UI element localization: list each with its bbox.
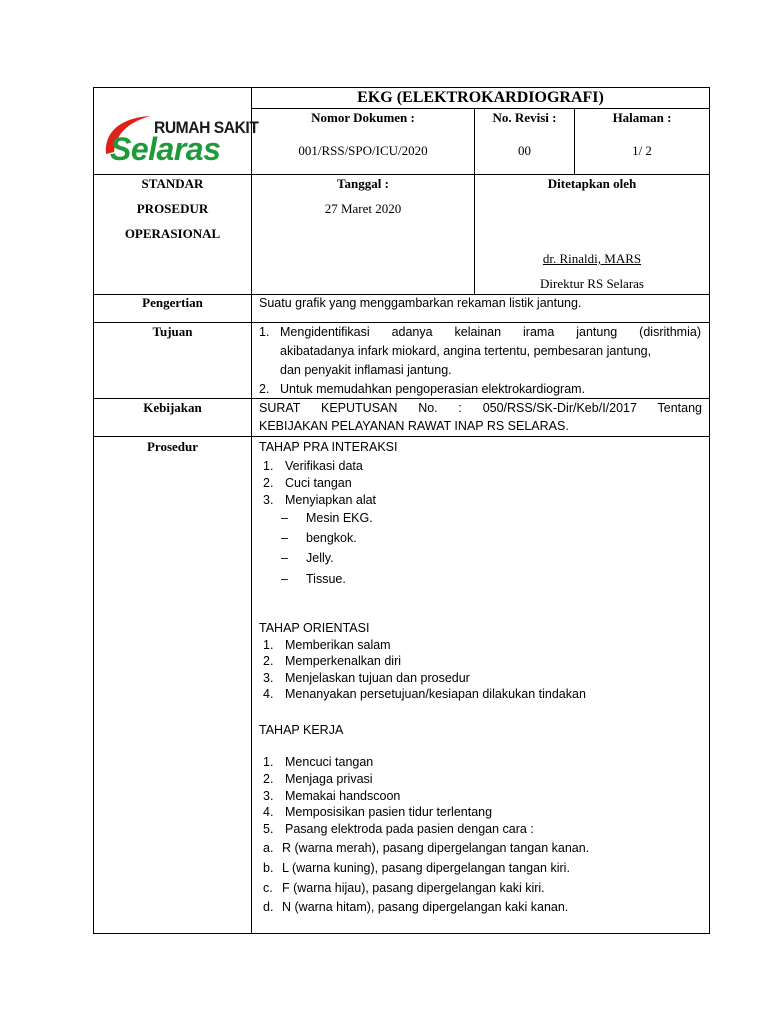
list-item: Menyiapkan alat — [285, 493, 377, 507]
list-item: Mencuci tangan — [285, 755, 374, 769]
tujuan-label: Tujuan — [152, 324, 193, 339]
tujuan-item-1-line-1: Mengidentifikasi adanya kelainan irama jantung (disrithmia) — [280, 325, 701, 339]
prosedur-label: Prosedur — [146, 439, 199, 454]
title-row-divider — [251, 108, 709, 109]
list-item-number: 4. — [263, 687, 274, 701]
list-item: L (warna kuning), pasang dipergelangan tangan kiri. — [282, 861, 570, 875]
revisi-label: No. Revisi : — [492, 110, 557, 125]
row-divider-kebijakan — [93, 398, 710, 399]
kebijakan-line-2: KEBIJAKAN PELAYANAN RAWAT INAP RS SELARAS. — [259, 419, 569, 433]
logo-text-line1: RUMAH SAKIT — [154, 118, 259, 137]
row-divider-tujuan — [93, 322, 710, 323]
table-border-bottom — [93, 933, 710, 934]
list-item: Memberikan salam — [285, 638, 391, 652]
list-item: Menanyakan persetujuan/kesiapan dilakukan tindakan — [285, 687, 586, 701]
tujuan-item-1-number: 1. — [259, 325, 270, 339]
document-title: EKG (ELEKTROKARDIOGRAFI) — [357, 89, 604, 106]
list-item: R (warna merah), pasang dipergelangan tangan kanan. — [282, 841, 590, 855]
list-item: Memposisikan pasien tidur terlentang — [285, 805, 493, 819]
kebijakan-line-1: SURAT KEPUTUSAN No. : 050/RSS/SK-Dir/Keb/I/2017 Tentang — [259, 401, 702, 415]
tanggal-value: 27 Maret 2020 — [324, 201, 402, 216]
nomor-value: 001/RSS/SPO/ICU/2020 — [298, 143, 428, 158]
list-item-letter: b. — [263, 861, 274, 875]
list-item-letter: d. — [263, 900, 274, 914]
row-divider-prosedur — [93, 436, 710, 437]
list-item-number: 4. — [263, 805, 274, 819]
row-divider-header — [93, 174, 710, 175]
list-item: Verifikasi data — [285, 459, 363, 473]
signer-title: Direktur RS Selaras — [540, 276, 644, 291]
orientasi-title: TAHAP ORIENTASI — [259, 621, 370, 635]
list-item-number: 2. — [263, 476, 274, 490]
revisi-value: 00 — [518, 143, 531, 158]
tujuan-item-2-number: 2. — [259, 382, 270, 396]
tujuan-item-2-text: Untuk memudahkan pengoperasian elektrokardiogram. — [280, 382, 586, 396]
halaman-label: Halaman : — [612, 110, 672, 125]
table-border-right — [709, 87, 710, 934]
list-item: N (warna hitam), pasang dipergelangan kaki kanan. — [282, 900, 569, 914]
kerja-title: TAHAP KERJA — [259, 723, 344, 737]
list-item: bengkok. — [306, 531, 357, 545]
kebijakan-label: Kebijakan — [143, 400, 202, 415]
list-item-letter: c. — [263, 881, 273, 895]
pengertian-text: Suatu grafik yang menggambarkan rekaman listik jantung. — [259, 296, 582, 310]
list-item-number: 1. — [263, 755, 274, 769]
list-item: Memperkenalkan diri — [285, 654, 402, 668]
list-item: Menjaga privasi — [285, 772, 373, 786]
logo-text-line2: Selaras — [110, 131, 221, 167]
spo-line-1: STANDAR — [141, 176, 204, 191]
dash-bullet: – — [281, 572, 288, 586]
list-item: Cuci tangan — [285, 476, 352, 490]
list-item: Mesin EKG. — [306, 511, 373, 525]
list-item-number: 2. — [263, 772, 274, 786]
list-item: Pasang elektroda pada pasien dengan cara : — [285, 822, 534, 836]
list-item-number: 3. — [263, 671, 274, 685]
list-item-number: 1. — [263, 459, 274, 473]
pra-interaksi-title: TAHAP PRA INTERAKSI — [259, 440, 398, 454]
tujuan-item-1-line-2: akibatadanya infark miokard, angina tertentu, pembesaran jantung, — [280, 344, 652, 358]
list-item-number: 3. — [263, 789, 274, 803]
spo-line-2: PROSEDUR — [136, 201, 209, 216]
halaman-value: 1/ 2 — [632, 143, 652, 158]
list-item-number: 2. — [263, 654, 274, 668]
dash-bullet: – — [281, 551, 288, 565]
list-item: Tissue. — [306, 572, 346, 586]
list-item: Jelly. — [306, 551, 334, 565]
list-item: F (warna hijau), pasang dipergelangan kaki kiri. — [282, 881, 545, 895]
ditetapkan-label: Ditetapkan oleh — [547, 176, 637, 191]
pengertian-label: Pengertian — [142, 295, 203, 310]
dash-bullet: – — [281, 531, 288, 545]
table-border-top — [93, 87, 710, 88]
dash-bullet: – — [281, 511, 288, 525]
list-item-letter: a. — [263, 841, 274, 855]
list-item-number: 1. — [263, 638, 274, 652]
signer-name: dr. Rinaldi, MARS — [542, 251, 642, 266]
tanggal-label: Tanggal : — [337, 176, 389, 191]
list-item-number: 3. — [263, 493, 274, 507]
tujuan-item-1-line-3: dan penyakit inflamasi jantung. — [280, 363, 452, 377]
nomor-label: Nomor Dokumen : — [311, 110, 415, 125]
list-item: Menjelaskan tujuan dan prosedur — [285, 671, 470, 685]
list-item-number: 5. — [263, 822, 274, 836]
list-item: Memakai handscoon — [285, 789, 401, 803]
spo-line-3: OPERASIONAL — [124, 226, 221, 241]
